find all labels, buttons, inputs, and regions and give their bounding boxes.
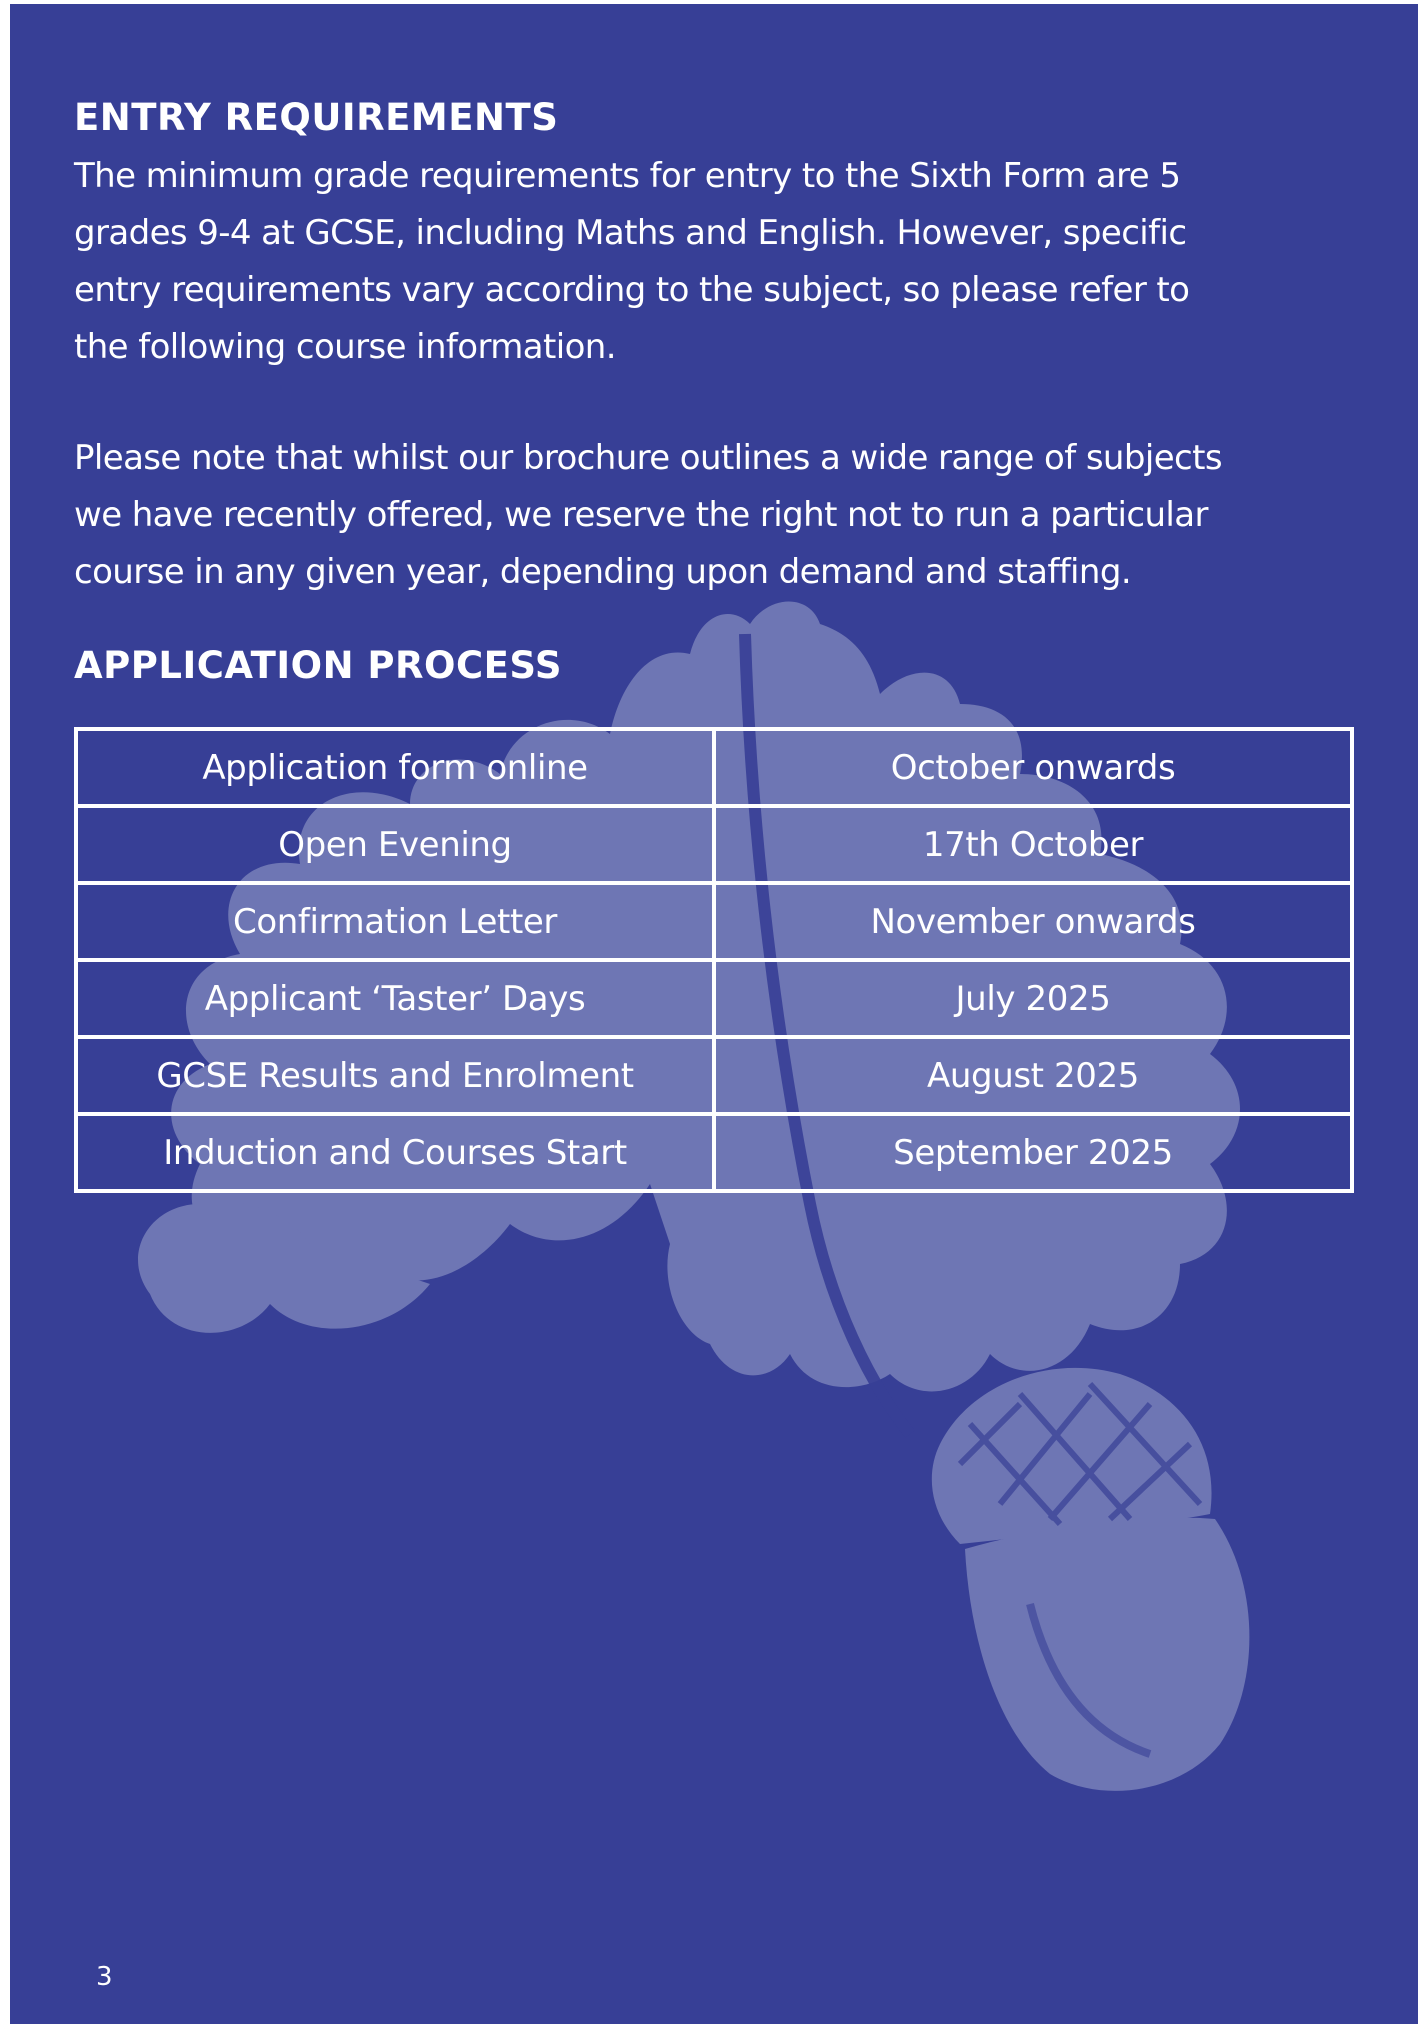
date-cell: July 2025: [955, 978, 1111, 1019]
date-cell: November onwards: [870, 901, 1196, 942]
date-cell: September 2025: [893, 1132, 1173, 1173]
stage-cell: Open Evening: [78, 808, 716, 881]
table-row: [78, 881, 1350, 958]
table-row: [78, 1035, 1350, 1112]
table-row: [78, 804, 1350, 881]
paragraph-line: course in any given year, depending upon demand and staffing.: [74, 552, 1132, 592]
paragraph-line: the following course information.: [74, 327, 616, 367]
application-process-heading: APPLICATION PROCESS: [74, 644, 563, 687]
paragraph-line: entry requirements vary according to the subject, so please refer to: [74, 270, 1190, 310]
notice-paragraph: [74, 430, 1222, 601]
table-row: [78, 731, 1350, 804]
paragraph-line: grades 9-4 at GCSE, including Maths and English. However, specific: [74, 213, 1187, 253]
stage-cell: Induction and Courses Start: [78, 1116, 716, 1189]
paragraph-line: we have recently offered, we reserve the right not to run a particular: [74, 495, 1208, 535]
stage-cell: Confirmation Letter: [78, 885, 716, 958]
stage-cell: Application form online: [78, 731, 716, 804]
page-content: [10, 4, 1418, 2024]
table-row: [78, 958, 1350, 1035]
application-process-table: [74, 727, 1354, 1193]
entry-requirements-paragraph: [74, 148, 1189, 376]
table-row: [78, 1112, 1350, 1189]
page-number: 3: [96, 1962, 113, 1992]
paragraph-line: The minimum grade requirements for entry to the Sixth Form are 5: [74, 156, 1181, 196]
date-cell: August 2025: [927, 1055, 1139, 1096]
date-cell: October onwards: [890, 747, 1176, 788]
stage-cell: GCSE Results and Enrolment: [78, 1039, 716, 1112]
brochure-page: [10, 4, 1418, 2024]
entry-requirements-heading: ENTRY REQUIREMENTS: [74, 96, 559, 139]
paragraph-line: Please note that whilst our brochure outlines a wide range of subjects: [74, 438, 1222, 478]
date-cell: 17th October: [922, 824, 1144, 865]
stage-cell: Applicant ‘Taster’ Days: [78, 962, 716, 1035]
